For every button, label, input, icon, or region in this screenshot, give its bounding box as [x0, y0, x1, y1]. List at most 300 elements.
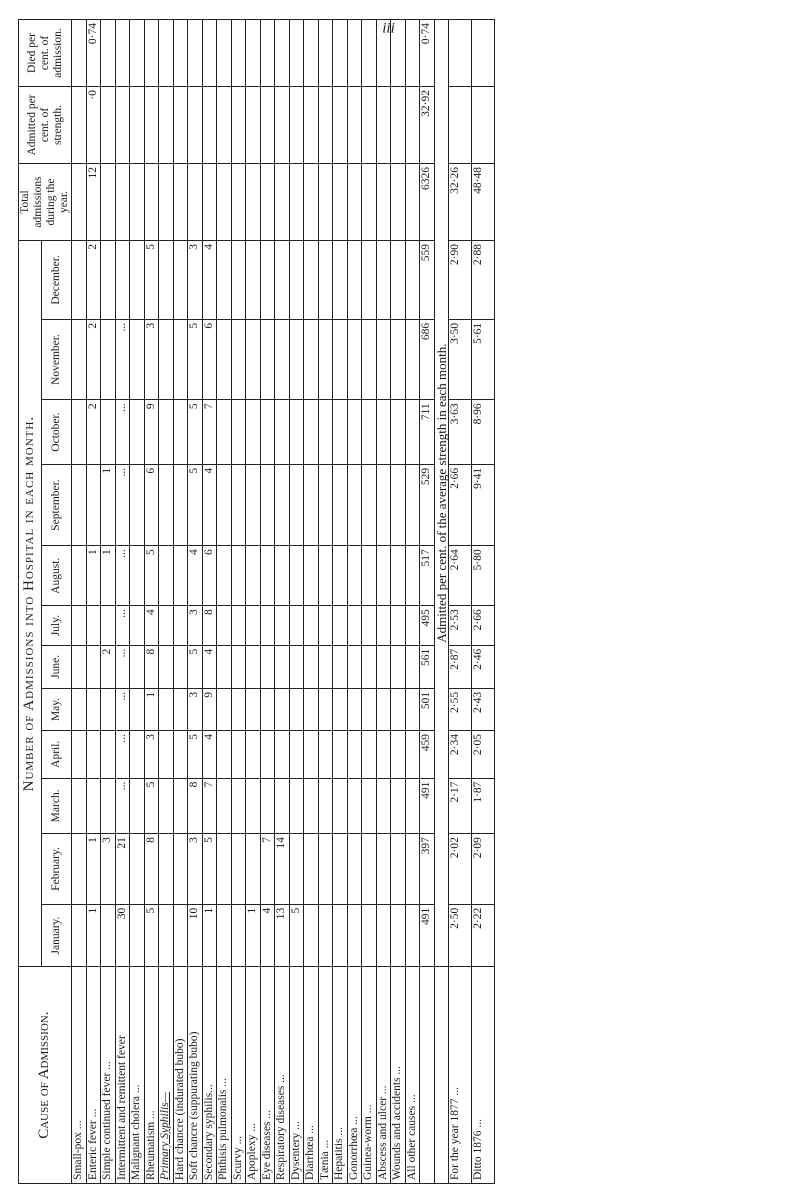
month-value — [86, 645, 101, 688]
month-value — [72, 241, 87, 320]
month-value — [376, 546, 391, 606]
month-value: 2 — [86, 319, 101, 400]
total-value — [173, 164, 188, 241]
strength-value — [202, 87, 217, 164]
total-value — [188, 164, 203, 241]
month-value — [130, 606, 145, 645]
cause-cell: Abscess and ulcer ... — [376, 967, 391, 1184]
died-value — [130, 20, 145, 87]
month-header: June. — [42, 645, 72, 688]
strength-value — [333, 87, 348, 164]
month-value — [217, 400, 232, 464]
total-value — [362, 164, 377, 241]
died-value — [173, 20, 188, 87]
month-value — [318, 904, 333, 967]
strength-total: 32·92 — [420, 87, 435, 164]
month-header: January. — [42, 904, 72, 967]
month-value — [173, 464, 188, 545]
month-value — [304, 778, 319, 834]
month-header: December. — [42, 241, 72, 320]
month-value — [260, 688, 275, 730]
month-value — [304, 241, 319, 320]
month-value — [376, 730, 391, 778]
table-row — [130, 20, 145, 1184]
month-total: 501 — [420, 688, 435, 730]
average-label-spacer — [434, 967, 449, 1184]
cause-cell: Soft chancre (suppurating bubo) — [188, 967, 203, 1184]
month-value — [275, 464, 290, 545]
month-value — [333, 778, 348, 834]
month-header: February. — [42, 834, 72, 905]
month-value: ... — [115, 606, 130, 645]
month-value — [159, 546, 174, 606]
month-value — [159, 645, 174, 688]
month-value — [101, 241, 116, 320]
table-row — [72, 20, 87, 1184]
month-value — [231, 778, 246, 834]
page-number: iii — [382, 20, 395, 37]
month-total: 491 — [420, 904, 435, 967]
month-value — [362, 778, 377, 834]
cause-cell: Primary Syphilis— — [159, 967, 174, 1184]
month-value — [130, 645, 145, 688]
total-value — [231, 164, 246, 241]
year-label: Ditto 1876 ... — [472, 967, 495, 1184]
month-value — [347, 464, 362, 545]
month-value — [173, 606, 188, 645]
month-value — [275, 730, 290, 778]
table-row — [159, 20, 174, 1184]
strength-value — [376, 87, 391, 164]
month-value: 4 — [202, 464, 217, 545]
cause-cell: Hard chancre (indurated bubo) — [173, 967, 188, 1184]
month-value — [275, 778, 290, 834]
month-value — [405, 645, 420, 688]
month-value: 4 — [202, 730, 217, 778]
month-header: November. — [42, 319, 72, 400]
month-value: 5 — [144, 778, 159, 834]
month-value: 8 — [202, 606, 217, 645]
cause-cell: Secondary syphilis... — [202, 967, 217, 1184]
month-value: 3 — [188, 606, 203, 645]
month-value — [391, 464, 406, 545]
month-value — [231, 241, 246, 320]
month-value: 1 — [202, 904, 217, 967]
month-total: 517 — [420, 546, 435, 606]
month-value — [376, 319, 391, 400]
month-value — [72, 688, 87, 730]
year-empty-cell — [472, 20, 495, 87]
month-value: 5 — [188, 400, 203, 464]
month-value — [333, 400, 348, 464]
month-value — [405, 730, 420, 778]
cause-cell: Diarrhœa ... — [304, 967, 319, 1184]
month-value — [405, 464, 420, 545]
month-value — [318, 606, 333, 645]
month-value: 1 — [144, 688, 159, 730]
month-value — [333, 688, 348, 730]
month-value — [318, 730, 333, 778]
month-value — [304, 730, 319, 778]
month-value — [231, 400, 246, 464]
month-value — [246, 546, 261, 606]
month-value — [72, 904, 87, 967]
year-month-value: 2·50 — [449, 904, 472, 967]
month-value — [231, 546, 246, 606]
month-value: 9 — [144, 400, 159, 464]
month-value: 7 — [260, 834, 275, 905]
month-value: 5 — [144, 546, 159, 606]
year-label: For the year 1877 ... — [449, 967, 472, 1184]
year-month-value: 2·88 — [472, 241, 495, 320]
month-value — [318, 688, 333, 730]
month-value: 6 — [144, 464, 159, 545]
year-row — [449, 20, 472, 1184]
died-value — [246, 20, 261, 87]
cause-cell: Small-pox ... — [72, 967, 87, 1184]
month-value — [86, 688, 101, 730]
month-value: 14 — [275, 834, 290, 905]
month-value — [376, 241, 391, 320]
table-row — [289, 20, 304, 1184]
month-value: 1 — [86, 834, 101, 905]
total-value — [318, 164, 333, 241]
month-value — [130, 730, 145, 778]
year-month-value: 2·22 — [472, 904, 495, 967]
month-value — [376, 645, 391, 688]
month-value: 5 — [289, 904, 304, 967]
cause-cell: Hepatitis ... — [333, 967, 348, 1184]
month-value — [159, 241, 174, 320]
year-row — [472, 20, 495, 1184]
month-value — [333, 834, 348, 905]
month-value — [130, 546, 145, 606]
total-value — [260, 164, 275, 241]
total-value — [376, 164, 391, 241]
month-value — [391, 778, 406, 834]
month-value: ... — [115, 319, 130, 400]
month-value: 1 — [246, 904, 261, 967]
month-value: 3 — [188, 688, 203, 730]
month-value — [376, 904, 391, 967]
month-value — [304, 645, 319, 688]
year-month-value: 8·96 — [472, 400, 495, 464]
average-label: Admitted per cent. of the average strength in each month. — [434, 20, 449, 967]
month-value — [159, 778, 174, 834]
month-value: 5 — [202, 834, 217, 905]
month-value — [159, 319, 174, 400]
month-value — [101, 400, 116, 464]
died-header: Died per cent. of admission. — [19, 20, 72, 87]
month-value — [72, 319, 87, 400]
month-value — [246, 730, 261, 778]
month-value — [246, 400, 261, 464]
month-value — [347, 904, 362, 967]
month-value — [86, 606, 101, 645]
died-value — [275, 20, 290, 87]
month-value — [362, 688, 377, 730]
died-value — [304, 20, 319, 87]
grand-total: 6326 — [420, 164, 435, 241]
month-value — [304, 464, 319, 545]
died-value — [289, 20, 304, 87]
month-value — [260, 400, 275, 464]
cause-cell: Wounds and accidents ... — [391, 967, 406, 1184]
month-value — [173, 904, 188, 967]
cause-cell: Malignant cholera ... — [130, 967, 145, 1184]
month-value: 1 — [101, 464, 116, 545]
month-value — [318, 241, 333, 320]
month-value — [318, 464, 333, 545]
month-value: 6 — [202, 546, 217, 606]
month-value — [173, 319, 188, 400]
month-value — [318, 400, 333, 464]
total-value — [159, 164, 174, 241]
cause-cell: Enteric fever ... — [86, 967, 101, 1184]
died-value — [217, 20, 232, 87]
year-month-value: 2·53 — [449, 606, 472, 645]
month-value — [159, 688, 174, 730]
month-total: 561 — [420, 645, 435, 688]
month-value — [347, 688, 362, 730]
year-total: 48·48 — [472, 164, 495, 241]
strength-value — [246, 87, 261, 164]
month-value: 21 — [115, 834, 130, 905]
month-value — [72, 400, 87, 464]
year-month-value: 2·64 — [449, 546, 472, 606]
total-value — [144, 164, 159, 241]
month-value — [275, 688, 290, 730]
month-value — [391, 606, 406, 645]
month-value — [159, 606, 174, 645]
month-value — [130, 904, 145, 967]
year-month-value: 2·17 — [449, 778, 472, 834]
cause-cell: Gonorrhœa ... — [347, 967, 362, 1184]
month-value — [246, 319, 261, 400]
strength-value — [275, 87, 290, 164]
table-row — [405, 20, 420, 1184]
month-value — [405, 834, 420, 905]
month-value: 3 — [188, 241, 203, 320]
month-value — [333, 319, 348, 400]
month-value: 4 — [188, 546, 203, 606]
strength-value — [347, 87, 362, 164]
died-value — [333, 20, 348, 87]
month-value — [217, 778, 232, 834]
year-month-value: 3·63 — [449, 400, 472, 464]
cause-cell: Apoplexy ... — [246, 967, 261, 1184]
month-value — [289, 606, 304, 645]
cause-cell: Intermittent and remittent fever — [115, 967, 130, 1184]
month-value: 3 — [188, 834, 203, 905]
strength-value — [362, 87, 377, 164]
totals-row — [420, 20, 435, 1184]
month-value: 4 — [202, 645, 217, 688]
month-value: 5 — [144, 904, 159, 967]
month-header: March. — [42, 778, 72, 834]
month-value — [289, 645, 304, 688]
month-value — [173, 778, 188, 834]
died-total: 0·74 — [420, 20, 435, 87]
month-value — [231, 688, 246, 730]
month-value — [275, 606, 290, 645]
month-value — [217, 688, 232, 730]
month-value — [159, 904, 174, 967]
died-value — [159, 20, 174, 87]
table-row — [391, 20, 406, 1184]
month-value: 3 — [101, 834, 116, 905]
table-row — [115, 20, 130, 1184]
month-value — [333, 464, 348, 545]
month-value: ... — [115, 688, 130, 730]
month-value — [391, 645, 406, 688]
month-value — [246, 645, 261, 688]
month-value — [246, 688, 261, 730]
month-value — [130, 778, 145, 834]
table-row — [144, 20, 159, 1184]
month-value — [405, 904, 420, 967]
month-value — [333, 904, 348, 967]
month-value — [246, 778, 261, 834]
year-month-value: 1·87 — [472, 778, 495, 834]
month-total: 397 — [420, 834, 435, 905]
year-empty-cell — [472, 87, 495, 164]
month-value — [275, 400, 290, 464]
strength-value — [159, 87, 174, 164]
month-total: 559 — [420, 241, 435, 320]
month-value — [72, 464, 87, 545]
year-month-value: 2·66 — [472, 606, 495, 645]
month-value — [217, 730, 232, 778]
month-value — [275, 546, 290, 606]
strength-value — [188, 87, 203, 164]
month-value — [130, 834, 145, 905]
died-value — [144, 20, 159, 87]
month-value — [347, 645, 362, 688]
month-value — [217, 319, 232, 400]
month-value: 10 — [188, 904, 203, 967]
month-value — [347, 834, 362, 905]
average-label-row — [434, 20, 449, 1184]
month-value — [347, 778, 362, 834]
month-value — [289, 834, 304, 905]
month-value: 4 — [260, 904, 275, 967]
month-value — [376, 464, 391, 545]
strength-value — [173, 87, 188, 164]
month-total: 711 — [420, 400, 435, 464]
month-value — [101, 778, 116, 834]
strength-value — [304, 87, 319, 164]
died-value — [362, 20, 377, 87]
month-value — [173, 241, 188, 320]
month-value — [101, 904, 116, 967]
year-month-value: 2·66 — [449, 464, 472, 545]
total-value — [202, 164, 217, 241]
died-value — [391, 20, 406, 87]
year-month-value: 5·61 — [472, 319, 495, 400]
month-value: 9 — [202, 688, 217, 730]
month-group-header: Number of Admissions into Hospital in each month. — [19, 241, 42, 967]
total-value: 12 — [86, 164, 101, 241]
month-value — [246, 834, 261, 905]
month-header: September. — [42, 464, 72, 545]
cause-cell: Scurvy ... — [231, 967, 246, 1184]
month-value — [333, 606, 348, 645]
month-value — [289, 241, 304, 320]
month-value — [130, 688, 145, 730]
month-value — [347, 241, 362, 320]
month-value — [217, 834, 232, 905]
month-value — [362, 241, 377, 320]
year-month-value: 2·90 — [449, 241, 472, 320]
month-value — [260, 606, 275, 645]
month-value — [405, 778, 420, 834]
table-row — [347, 20, 362, 1184]
month-value — [289, 400, 304, 464]
month-value — [231, 730, 246, 778]
month-value — [362, 400, 377, 464]
month-value — [376, 778, 391, 834]
month-value — [86, 778, 101, 834]
month-value — [347, 546, 362, 606]
month-value — [362, 730, 377, 778]
month-value — [72, 834, 87, 905]
month-value — [173, 645, 188, 688]
month-value — [260, 546, 275, 606]
strength-value — [217, 87, 232, 164]
month-value — [376, 400, 391, 464]
total-value — [275, 164, 290, 241]
month-value — [275, 319, 290, 400]
month-value — [173, 730, 188, 778]
month-value — [391, 834, 406, 905]
strength-value — [231, 87, 246, 164]
died-value — [318, 20, 333, 87]
month-value — [115, 241, 130, 320]
month-value: 2 — [86, 241, 101, 320]
cause-cell: Rheumatism ... — [144, 967, 159, 1184]
year-month-value: 2·09 — [472, 834, 495, 905]
month-value — [376, 834, 391, 905]
month-value — [304, 400, 319, 464]
month-value — [130, 241, 145, 320]
month-header: May. — [42, 688, 72, 730]
total-value — [347, 164, 362, 241]
month-value — [275, 241, 290, 320]
month-value — [260, 645, 275, 688]
month-value — [405, 546, 420, 606]
month-value — [231, 464, 246, 545]
month-total: 495 — [420, 606, 435, 645]
died-value — [347, 20, 362, 87]
month-value — [391, 904, 406, 967]
table-row — [188, 20, 203, 1184]
year-month-value: 5·80 — [472, 546, 495, 606]
total-value — [391, 164, 406, 241]
month-value — [130, 400, 145, 464]
month-value: 6 — [202, 319, 217, 400]
month-value — [362, 904, 377, 967]
cause-cell: Eye diseases ... — [260, 967, 275, 1184]
died-value — [101, 20, 116, 87]
month-value — [217, 464, 232, 545]
month-header: April. — [42, 730, 72, 778]
month-header: October. — [42, 400, 72, 464]
year-total: 32·26 — [449, 164, 472, 241]
month-value: 5 — [144, 241, 159, 320]
month-value — [260, 319, 275, 400]
strength-header: Admitted per cent. of strength. — [19, 87, 72, 164]
